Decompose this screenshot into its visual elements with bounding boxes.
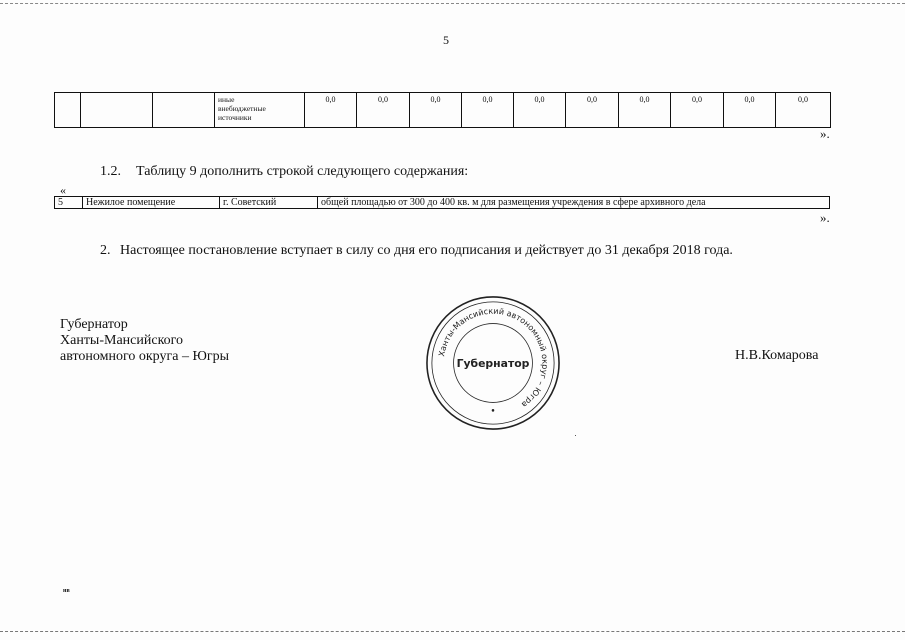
funding-source-label (215, 93, 305, 128)
funding-value-cell: 0,0 (776, 93, 831, 128)
funding-value-cell: 0,0 (724, 93, 776, 128)
funding-value-cell: 0,0 (305, 93, 357, 128)
row-number-cell: 5 (55, 197, 83, 209)
signatory-title-line: Ханты-Мансийского (60, 333, 184, 348)
executor-initials: нв (63, 588, 70, 594)
table-row (55, 197, 830, 209)
funding-source-label-line: иные (218, 95, 235, 104)
instruction-number: 1.2. (100, 164, 121, 179)
closing-quote: ». (820, 210, 830, 225)
funding-source-label-line: источники (218, 113, 252, 122)
property-description-cell: общей площадью от 300 до 400 кв. м для размещения учреждения в сфере архивного дела (318, 197, 830, 209)
signatory-name: Н.В.Комарова (735, 348, 819, 363)
signatory-title-line: автономного округа – Югры (60, 349, 229, 364)
funding-value-cell: 0,0 (514, 93, 566, 128)
funding-value-cell: 0,0 (357, 93, 410, 128)
page-number: 5 (443, 33, 449, 47)
clause-number: 2. (100, 243, 111, 258)
property-location-cell: г. Советский (220, 197, 318, 209)
property-name-cell: Нежилое помещение (83, 197, 220, 209)
official-seal-stamp (424, 294, 562, 432)
funding-value-cell: 0,0 (462, 93, 514, 128)
page-bottom-edge (0, 631, 905, 632)
seal-center-text: Губернатор (456, 356, 530, 370)
opening-quote: « (60, 183, 66, 197)
signatory-title (60, 317, 229, 365)
funding-value-cell: 0,0 (566, 93, 619, 128)
seal-ring-text: Ханты-Мансийский автономный округ – Югра (436, 305, 551, 410)
property-table-row (54, 196, 830, 209)
instruction-paragraph (100, 164, 468, 180)
funding-table-fragment (54, 92, 831, 128)
table-cell-empty (81, 93, 153, 128)
funding-source-label-line: внебюджетные (218, 104, 266, 113)
table-row (55, 93, 831, 128)
funding-value-cell: 0,0 (410, 93, 462, 128)
funding-value-cell: 0,0 (671, 93, 724, 128)
closing-quote: ». (820, 126, 830, 141)
page-top-edge (0, 3, 905, 4)
scan-speck (575, 435, 576, 436)
clause-paragraph (100, 243, 733, 259)
table-cell-empty (55, 93, 81, 128)
signatory-title-line: Губернатор (60, 317, 128, 332)
instruction-text: Таблицу 9 дополнить строкой следующего содержания: (136, 164, 469, 179)
clause-text: Настоящее постановление вступает в силу со дня его подписания и действует до 31 декабря 2018 года. (120, 243, 733, 258)
funding-value-cell: 0,0 (619, 93, 671, 128)
table-cell-empty (153, 93, 215, 128)
seal-dot (492, 409, 495, 412)
